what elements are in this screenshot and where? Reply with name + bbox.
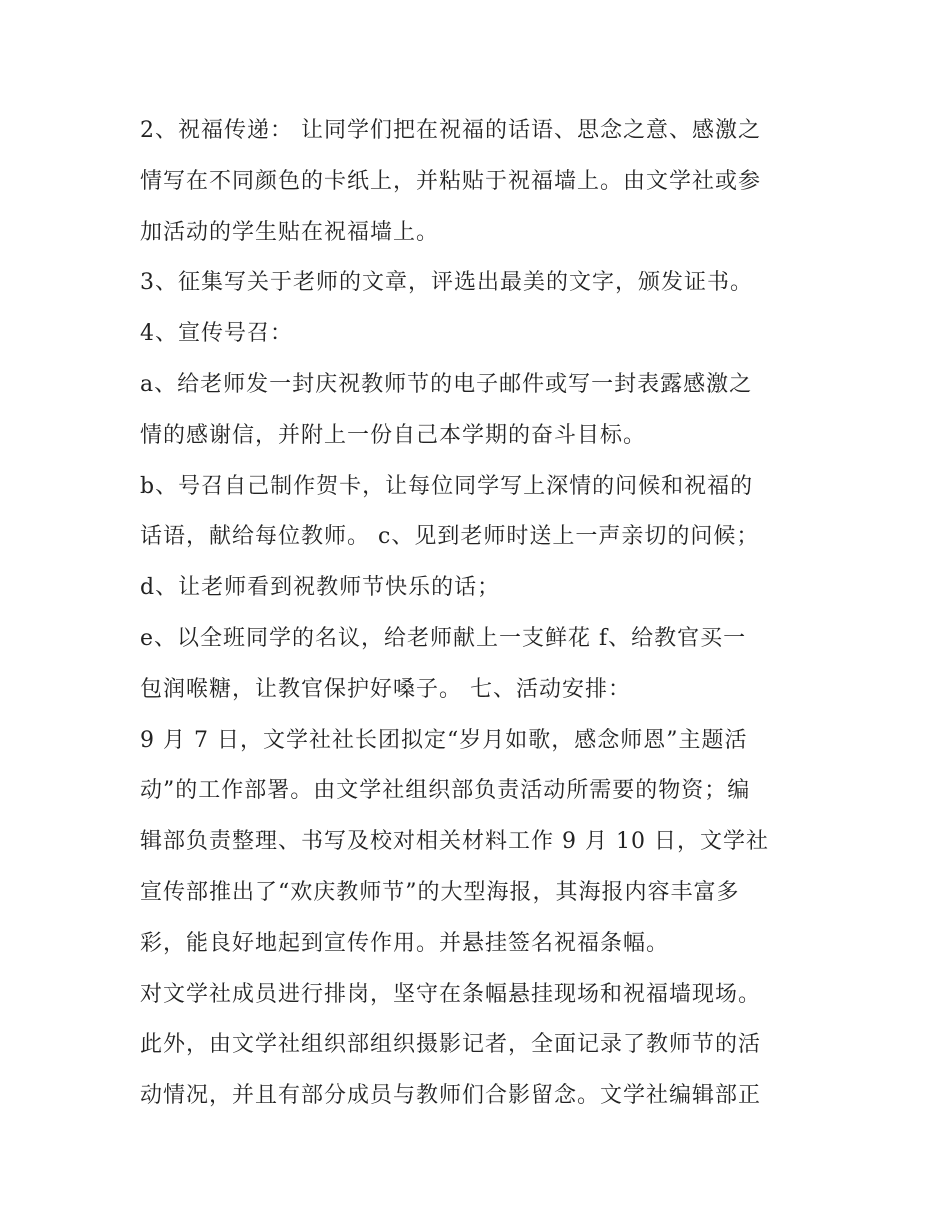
text-line-1: 2、祝福传递： 让同学们把在祝福的话语、思念之意、感激之 bbox=[140, 118, 761, 143]
text-line-4: 3、征集写关于老师的文章，评选出最美的文字，颁发证书。 bbox=[140, 270, 753, 296]
text-line-13: 9 月 7 日，文学社社长团拟定“岁月如歌，感念师恩”主题活 bbox=[140, 727, 748, 753]
text-line-20: 动情况，并且有部分成员与教师们合影留念。文学社编辑部正 bbox=[140, 1083, 762, 1109]
text-line-2: 情写在不同颜色的卡纸上，并粘贴于祝福墙上。由文学社或参 bbox=[140, 168, 762, 194]
text-line-19: 此外，由文学社组织部组织摄影记者，全面记录了教师节的活 bbox=[140, 1032, 762, 1058]
text-line-9: 话语，献给每位教师。 c、见到老师时送上一声亲切的问候； bbox=[140, 524, 760, 550]
text-line-3: 加活动的学生贴在祝福墙上。 bbox=[140, 219, 440, 245]
text-line-14: 动”的工作部署。由文学社组织部负责活动所需要的物资；编 bbox=[140, 778, 751, 804]
text-line-18: 对文学社成员进行排岗，坚守在条幅悬挂现场和祝福墙现场。 bbox=[140, 981, 762, 1007]
text-line-10: d、让老师看到祝教师节快乐的话； bbox=[140, 575, 501, 601]
text-line-15: 辑部负责整理、书写及校对相关材料工作 9 月 10 日，文学社 bbox=[140, 829, 769, 855]
document-body bbox=[140, 106, 820, 1122]
text-line-12: 包润喉糖，让教官保护好嗓子。 七、活动安排： bbox=[140, 676, 631, 702]
text-line-11: e、以全班同学的名议，给老师献上一支鲜花 f、给教官买一 bbox=[140, 625, 747, 651]
text-line-16: 宣传部推出了“欢庆教师节”的大型海报，其海报内容丰富多 bbox=[140, 879, 740, 905]
text-line-5: 4、宣传号召： bbox=[140, 321, 293, 347]
text-line-17: 彩，能良好地起到宣传作用。并悬挂签名祝福条幅。 bbox=[140, 930, 670, 956]
text-line-6: a、给老师发一封庆祝教师节的电子邮件或写一封表露感激之 bbox=[140, 371, 753, 397]
text-line-8: b、号召自己制作贺卡，让每位同学写上深情的问候和祝福的 bbox=[140, 473, 754, 499]
text-line-7: 情的感谢信，并附上一份自己本学期的奋斗目标。 bbox=[140, 422, 647, 448]
